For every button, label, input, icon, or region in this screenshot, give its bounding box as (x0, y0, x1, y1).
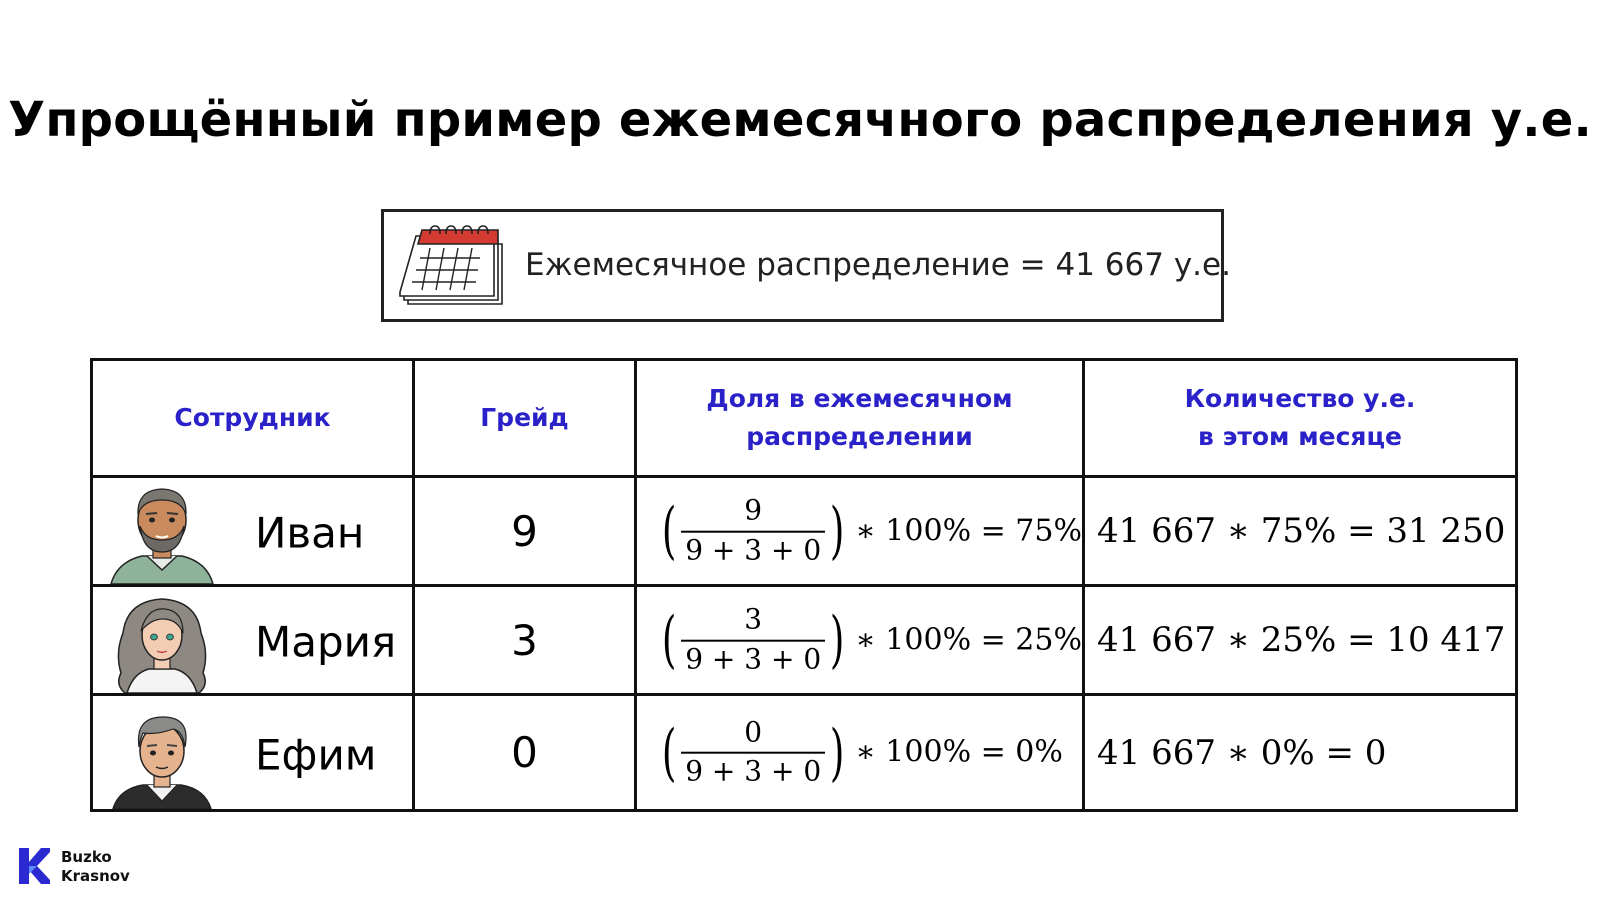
logo-line2: Krasnov (61, 867, 130, 885)
employee-name: Иван (255, 508, 365, 558)
share-formula-cell (636, 586, 1084, 695)
header-grade: Грейд (414, 360, 636, 477)
employee-name: Ефим (255, 729, 377, 779)
fraction-numerator: 3 (744, 602, 763, 636)
fraction-numerator: 9 (744, 493, 763, 527)
grade-cell: 3 (414, 586, 636, 695)
employee-cell (92, 586, 414, 695)
logo-k-icon (17, 846, 51, 886)
amount-cell: 41 667 ∗ 75% = 31 250 (1084, 477, 1517, 586)
employee-cell (92, 477, 414, 586)
formula-result: ∗ 100% = 0% (855, 735, 1063, 770)
share-formula-cell (636, 477, 1084, 586)
header-amount-line2: в этом месяце (1198, 422, 1402, 451)
fraction-numerator: 0 (744, 715, 763, 749)
man-beard-avatar-icon (107, 484, 217, 584)
monthly-distribution-box (381, 209, 1231, 322)
fraction (681, 493, 825, 567)
distribution-table (90, 358, 1518, 812)
left-paren: ( (661, 715, 677, 789)
young-man-avatar-icon (107, 709, 217, 809)
table-row (92, 477, 1517, 586)
amount-cell: 41 667 ∗ 25% = 10 417 (1084, 586, 1517, 695)
logo-text (61, 848, 130, 886)
fraction-denominator: 9 + 3 + 0 (681, 640, 825, 676)
header-employee: Сотрудник (92, 360, 414, 477)
buzko-krasnov-logo (17, 846, 167, 890)
logo-line1: Buzko (61, 848, 112, 866)
grade-cell: 0 (414, 695, 636, 811)
table-row (92, 586, 1517, 695)
page-title: Упрощённый пример ежемесячного распределения у.е. (8, 92, 1592, 148)
calendar-icon (398, 224, 508, 310)
right-paren: ) (830, 715, 845, 789)
monthly-distribution-text: Ежемесячное распределение = 41 667 у.е. (525, 247, 1231, 283)
right-paren: ) (830, 494, 845, 567)
header-share (636, 360, 1084, 477)
right-paren: ) (830, 603, 845, 676)
table-row (92, 695, 1517, 811)
left-paren: ( (661, 603, 677, 676)
fraction-denominator: 9 + 3 + 0 (681, 531, 825, 567)
fraction (681, 717, 825, 788)
woman-curly-hair-avatar-icon (107, 593, 217, 693)
table-header-row (92, 360, 1517, 477)
formula-result: ∗ 100% = 75% (855, 513, 1082, 549)
amount-cell: 41 667 ∗ 0% = 0 (1084, 695, 1517, 811)
employee-name: Мария (255, 617, 397, 667)
share-formula-cell (636, 695, 1084, 811)
employee-cell (92, 695, 414, 811)
header-amount-line1: Количество у.е. (1184, 384, 1416, 413)
header-share-line1: Доля в ежемесячном (706, 384, 1013, 413)
header-share-line2: распределении (746, 422, 973, 451)
formula-result: ∗ 100% = 25% (855, 622, 1082, 658)
left-paren: ( (661, 494, 677, 567)
header-amount (1084, 360, 1517, 477)
grade-cell: 9 (414, 477, 636, 586)
fraction-denominator: 9 + 3 + 0 (681, 752, 825, 788)
fraction (681, 602, 825, 676)
